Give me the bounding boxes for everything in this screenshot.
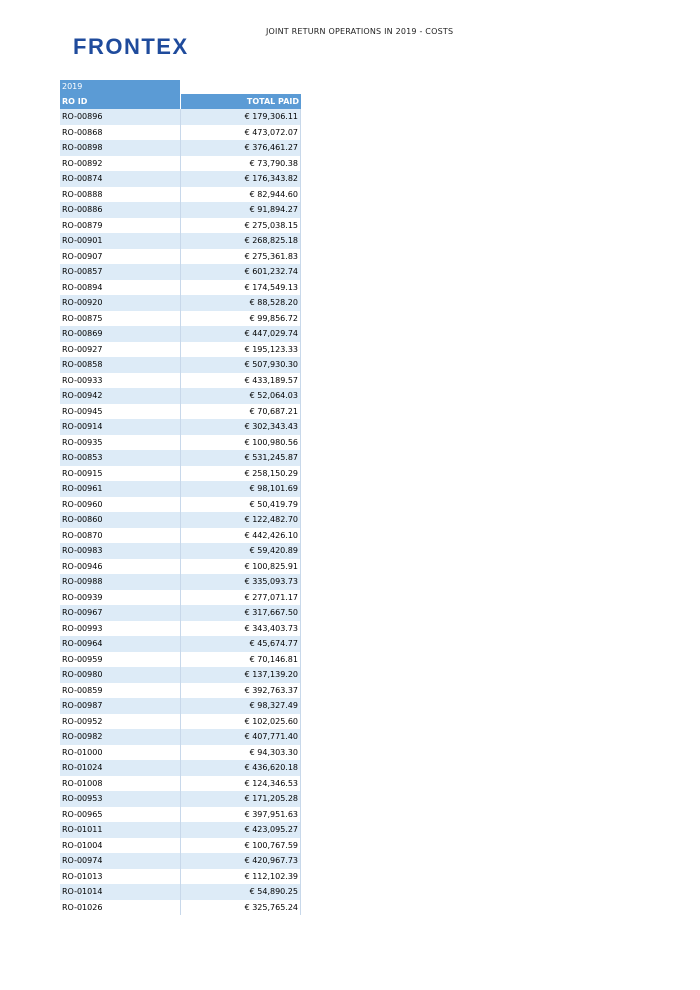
- ro-id-cell: RO-01008: [60, 776, 181, 792]
- total-paid-cell: € 124,346.53: [181, 776, 301, 792]
- total-paid-cell: € 98,101.69: [181, 481, 301, 497]
- total-paid-cell: € 88,528.20: [181, 295, 301, 311]
- ro-id-cell: RO-01024: [60, 760, 181, 776]
- document-title: JOINT RETURN OPERATIONS IN 2019 - COSTS: [266, 27, 454, 36]
- ro-id-cell: RO-00982: [60, 729, 181, 745]
- total-paid-cell: € 91,894.27: [181, 202, 301, 218]
- ro-id-cell: RO-01026: [60, 900, 181, 916]
- table-row: [60, 264, 301, 280]
- table-row: [60, 404, 301, 420]
- ro-id-cell: RO-00942: [60, 388, 181, 404]
- total-paid-cell: € 433,189.57: [181, 373, 301, 389]
- ro-id-cell: RO-00920: [60, 295, 181, 311]
- ro-id-cell: RO-00974: [60, 853, 181, 869]
- total-paid-cell: € 407,771.40: [181, 729, 301, 745]
- table-row: [60, 574, 301, 590]
- ro-id-cell: RO-01014: [60, 884, 181, 900]
- total-paid-cell: € 507,930.30: [181, 357, 301, 373]
- table-row: [60, 373, 301, 389]
- column-header-row: [60, 94, 301, 109]
- ro-id-cell: RO-00960: [60, 497, 181, 513]
- total-paid-cell: € 112,102.39: [181, 869, 301, 885]
- table-row: [60, 636, 301, 652]
- total-paid-cell: € 376,461.27: [181, 140, 301, 156]
- ro-id-cell: RO-00894: [60, 280, 181, 296]
- table-row: [60, 528, 301, 544]
- ro-id-cell: RO-00853: [60, 450, 181, 466]
- table-row: [60, 512, 301, 528]
- table-row: [60, 311, 301, 327]
- table-row: [60, 140, 301, 156]
- table-row: [60, 745, 301, 761]
- ro-id-cell: RO-00980: [60, 667, 181, 683]
- table-row: [60, 481, 301, 497]
- ro-id-cell: RO-01004: [60, 838, 181, 854]
- ro-id-cell: RO-00870: [60, 528, 181, 544]
- total-paid-cell: € 277,071.17: [181, 590, 301, 606]
- total-paid-cell: € 317,667.50: [181, 605, 301, 621]
- total-paid-cell: € 447,029.74: [181, 326, 301, 342]
- total-paid-cell: € 335,093.73: [181, 574, 301, 590]
- total-paid-cell: € 601,232.74: [181, 264, 301, 280]
- ro-id-cell: RO-01000: [60, 745, 181, 761]
- table-row: [60, 667, 301, 683]
- ro-id-cell: RO-00965: [60, 807, 181, 823]
- ro-id-cell: RO-00983: [60, 543, 181, 559]
- table-row: [60, 233, 301, 249]
- ro-id-cell: RO-00927: [60, 342, 181, 358]
- total-paid-cell: € 195,123.33: [181, 342, 301, 358]
- total-paid-cell: € 100,980.56: [181, 435, 301, 451]
- total-paid-cell: € 54,890.25: [181, 884, 301, 900]
- table-row: [60, 822, 301, 838]
- table-row: [60, 435, 301, 451]
- table-row: [60, 388, 301, 404]
- total-paid-cell: € 392,763.37: [181, 683, 301, 699]
- ro-id-cell: RO-00988: [60, 574, 181, 590]
- ro-id-cell: RO-00875: [60, 311, 181, 327]
- ro-id-cell: RO-00907: [60, 249, 181, 265]
- total-paid-cell: € 302,343.43: [181, 419, 301, 435]
- table-row: [60, 621, 301, 637]
- table-row: [60, 249, 301, 265]
- column-header-ro-id: RO ID: [60, 94, 181, 109]
- total-paid-cell: € 275,361.83: [181, 249, 301, 265]
- ro-id-cell: RO-00939: [60, 590, 181, 606]
- table-row: [60, 791, 301, 807]
- total-paid-cell: € 423,095.27: [181, 822, 301, 838]
- ro-id-cell: RO-00967: [60, 605, 181, 621]
- total-paid-cell: € 102,025.60: [181, 714, 301, 730]
- total-paid-cell: € 59,420.89: [181, 543, 301, 559]
- table-row: [60, 342, 301, 358]
- table-row: [60, 202, 301, 218]
- table-row: [60, 419, 301, 435]
- table-row: [60, 776, 301, 792]
- ro-id-cell: RO-00946: [60, 559, 181, 575]
- table-row: [60, 605, 301, 621]
- table-row: [60, 450, 301, 466]
- ro-id-cell: RO-00987: [60, 698, 181, 714]
- table-row: [60, 869, 301, 885]
- total-paid-cell: € 420,967.73: [181, 853, 301, 869]
- table-row: [60, 218, 301, 234]
- table-row: [60, 156, 301, 172]
- ro-id-cell: RO-00953: [60, 791, 181, 807]
- ro-id-cell: RO-00993: [60, 621, 181, 637]
- table-row: [60, 357, 301, 373]
- total-paid-cell: € 100,767.59: [181, 838, 301, 854]
- ro-id-cell: RO-00959: [60, 652, 181, 668]
- ro-id-cell: RO-00898: [60, 140, 181, 156]
- total-paid-cell: € 122,482.70: [181, 512, 301, 528]
- total-paid-cell: € 179,306.11: [181, 109, 301, 125]
- ro-id-cell: RO-00915: [60, 466, 181, 482]
- ro-id-cell: RO-00896: [60, 109, 181, 125]
- ro-id-cell: RO-00860: [60, 512, 181, 528]
- total-paid-cell: € 100,825.91: [181, 559, 301, 575]
- table-row: [60, 714, 301, 730]
- total-paid-cell: € 94,303.30: [181, 745, 301, 761]
- ro-id-cell: RO-00879: [60, 218, 181, 234]
- total-paid-cell: € 275,038.15: [181, 218, 301, 234]
- total-paid-cell: € 473,072.07: [181, 125, 301, 141]
- ro-id-cell: RO-01011: [60, 822, 181, 838]
- table-row: [60, 760, 301, 776]
- ro-id-cell: RO-00886: [60, 202, 181, 218]
- total-paid-cell: € 174,549.13: [181, 280, 301, 296]
- total-paid-cell: € 268,825.18: [181, 233, 301, 249]
- table-row: [60, 543, 301, 559]
- ro-id-cell: RO-00961: [60, 481, 181, 497]
- table-row: [60, 125, 301, 141]
- ro-id-cell: RO-00857: [60, 264, 181, 280]
- column-header-total-paid: TOTAL PAID: [246, 97, 299, 106]
- total-paid-cell: € 531,245.87: [181, 450, 301, 466]
- year-header-row: [60, 80, 301, 94]
- table-row: [60, 171, 301, 187]
- ro-id-cell: RO-00964: [60, 636, 181, 652]
- ro-id-cell: RO-00952: [60, 714, 181, 730]
- table-row: [60, 326, 301, 342]
- total-paid-cell: € 397,951.63: [181, 807, 301, 823]
- ro-id-cell: RO-00874: [60, 171, 181, 187]
- total-paid-cell: € 82,944.60: [181, 187, 301, 203]
- table-row: [60, 807, 301, 823]
- total-paid-cell: € 50,419.79: [181, 497, 301, 513]
- table-row: [60, 884, 301, 900]
- table-row: [60, 295, 301, 311]
- ro-id-cell: RO-00858: [60, 357, 181, 373]
- table-row: [60, 590, 301, 606]
- table-row: [60, 652, 301, 668]
- ro-id-cell: RO-00914: [60, 419, 181, 435]
- table-row: [60, 683, 301, 699]
- ro-id-cell: RO-00945: [60, 404, 181, 420]
- total-paid-cell: € 171,205.28: [181, 791, 301, 807]
- ro-id-cell: RO-00935: [60, 435, 181, 451]
- total-paid-cell: € 258,150.29: [181, 466, 301, 482]
- total-paid-cell: € 70,146.81: [181, 652, 301, 668]
- total-paid-cell: € 325,765.24: [181, 900, 301, 916]
- total-paid-cell: € 45,674.77: [181, 636, 301, 652]
- table-row: [60, 559, 301, 575]
- table-row: [60, 280, 301, 296]
- ro-id-cell: RO-00888: [60, 187, 181, 203]
- year-label: 2019: [60, 80, 180, 94]
- table-row: [60, 466, 301, 482]
- ro-id-cell: RO-01013: [60, 869, 181, 885]
- table-row: [60, 729, 301, 745]
- table-body: [60, 109, 301, 915]
- total-paid-cell: € 436,620.18: [181, 760, 301, 776]
- costs-table: [60, 80, 301, 915]
- ro-id-cell: RO-00868: [60, 125, 181, 141]
- total-paid-cell: € 442,426.10: [181, 528, 301, 544]
- ro-id-cell: RO-00933: [60, 373, 181, 389]
- table-row: [60, 187, 301, 203]
- total-paid-cell: € 99,856.72: [181, 311, 301, 327]
- total-paid-cell: € 52,064.03: [181, 388, 301, 404]
- total-paid-cell: € 98,327.49: [181, 698, 301, 714]
- frontex-logo: FRONTEX: [73, 34, 189, 59]
- table-row: [60, 109, 301, 125]
- total-paid-cell: € 137,139.20: [181, 667, 301, 683]
- ro-id-cell: RO-00859: [60, 683, 181, 699]
- ro-id-cell: RO-00869: [60, 326, 181, 342]
- ro-id-cell: RO-00901: [60, 233, 181, 249]
- table-row: [60, 838, 301, 854]
- total-paid-cell: € 343,403.73: [181, 621, 301, 637]
- table-row: [60, 698, 301, 714]
- total-paid-cell: € 176,343.82: [181, 171, 301, 187]
- table-row: [60, 497, 301, 513]
- table-row: [60, 853, 301, 869]
- total-paid-cell: € 70,687.21: [181, 404, 301, 420]
- ro-id-cell: RO-00892: [60, 156, 181, 172]
- total-paid-cell: € 73,790.38: [181, 156, 301, 172]
- table-row: [60, 900, 301, 916]
